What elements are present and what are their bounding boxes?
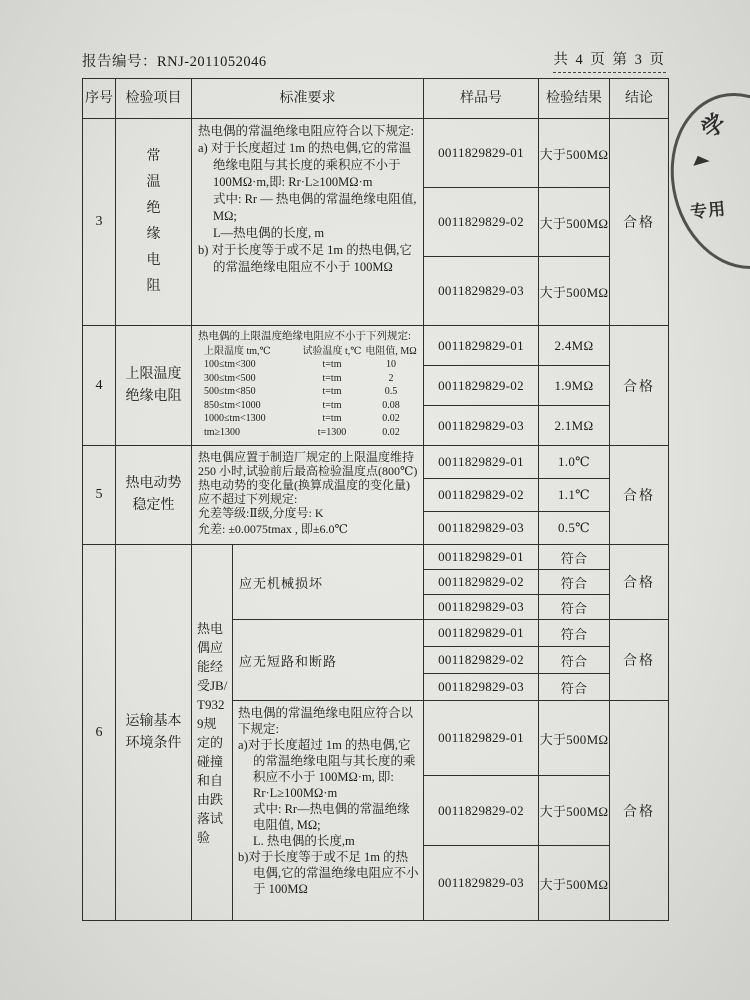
sample-id: 0011829829-01 [424, 545, 539, 570]
standard-requirement-cell [192, 119, 424, 326]
page-count-info: 共 4 页 第 3 页 [553, 48, 666, 73]
mini-table-intro: 热电偶的上限温度绝缘电阻应不小于下列规定: [198, 331, 411, 342]
test-result: 大于500MΩ [539, 846, 610, 921]
standard-line: b) 对于长度等于或不足 1m 的热电偶,它的常温绝缘电阻应不小于 100MΩ [198, 243, 412, 274]
test-result: 1.0℃ [539, 446, 610, 479]
sample-id: 0011829829-02 [424, 776, 539, 846]
mini-cell: 10 [386, 359, 396, 370]
mini-cell: t=tm [322, 413, 342, 424]
col-header-item: 检验项目 [116, 79, 192, 119]
sub-requirement-cell: 应无短路和断路 [233, 620, 424, 701]
test-result: 大于500MΩ [539, 776, 610, 846]
sample-id: 0011829829-02 [424, 647, 539, 674]
table-row [83, 326, 669, 366]
mini-table-row [198, 372, 418, 386]
stamp-text-top: 学 [696, 109, 731, 144]
sample-id: 0011829829-01 [424, 119, 539, 188]
stamp-text-bottom: 专用 [689, 199, 728, 222]
standard-line: 热电偶的常温绝缘电阻应符合以下规定: [238, 706, 414, 736]
item-name-cell: 热电动势稳定性 [116, 446, 192, 545]
mini-cell: 850≤tm<1000 [204, 399, 261, 411]
mini-table-row [198, 426, 418, 440]
mini-cell: 0.02 [382, 413, 400, 424]
mini-cell: 1000≤tm<1300 [204, 413, 266, 424]
mini-table-row [198, 385, 418, 399]
sample-id: 0011829829-03 [424, 846, 539, 921]
mini-cell: 500≤tm<850 [204, 386, 256, 397]
mini-cell: t=tm [322, 399, 342, 411]
sample-id: 0011829829-03 [424, 595, 539, 620]
standard-line: a) 对于长度超过 1m 的热电偶,它的常温绝缘电阻与其长度的乘积应不小于 100MΩ·m,即: Rr·L≥100MΩ·m [198, 141, 412, 189]
mini-cell: t=1300 [317, 426, 347, 438]
table-row [83, 446, 669, 479]
test-result: 大于500MΩ [539, 701, 610, 776]
sample-id: 0011829829-02 [424, 479, 539, 512]
conclusion: 合格 [610, 326, 669, 446]
test-result: 0.5℃ [539, 512, 610, 545]
mini-cell: 2 [388, 372, 394, 384]
conclusion: 合格 [610, 446, 669, 545]
item-name-cell: 运输基本环境条件 [116, 545, 192, 921]
sample-id: 0011829829-03 [424, 257, 539, 326]
standard-line: 热电偶应置于制造厂规定的上限温度维持 250 小时,试验前后最高检验温度点(800℃)热电动势的变化量(换算成温度的变化量)应不超过下列规定: [198, 450, 418, 506]
test-result: 符合 [539, 570, 610, 595]
conclusion: 合格 [610, 701, 669, 921]
mini-cell: t=tm [322, 386, 342, 397]
mini-cell: 0.5 [384, 386, 398, 397]
test-result: 符合 [539, 674, 610, 701]
mini-cell: t=tm [322, 372, 342, 384]
test-result: 大于500MΩ [539, 188, 610, 257]
col-header-conclusion: 结论 [610, 79, 669, 119]
test-result: 2.1MΩ [539, 406, 610, 446]
mini-table-row [198, 412, 418, 426]
mini-cell: 100≤tm<300 [204, 359, 256, 370]
sample-id: 0011829829-02 [424, 570, 539, 595]
mini-cell: tm≥1300 [204, 426, 241, 438]
standard-line: 热电偶的常温绝缘电阻应符合以下规定: [198, 124, 414, 138]
conclusion: 合格 [610, 620, 669, 701]
col-header-standard: 标准要求 [192, 79, 424, 119]
table-row [83, 119, 669, 188]
col-header-no: 序号 [83, 79, 116, 119]
sample-id: 0011829829-03 [424, 674, 539, 701]
sample-id: 0011829829-02 [424, 366, 539, 406]
table-header-row [83, 79, 669, 119]
col-header-result: 检验结果 [539, 79, 610, 119]
test-result: 大于500MΩ [539, 119, 610, 188]
mini-col-header: 电阻值, MΩ [365, 345, 417, 357]
mini-cell: t=tm [322, 359, 342, 370]
test-condition-cell: 热电偶应能经受JB/T9329规定的碰撞和自由跌落试验 [192, 545, 233, 921]
standard-line: 式中: Rr—热电偶的常温绝缘电阻值, MΩ; [253, 802, 410, 832]
col-header-sample: 样品号 [424, 79, 539, 119]
mini-table-header [198, 345, 418, 359]
standard-line: 式中: Rr — 热电偶的常温绝缘电阻值, MΩ; [213, 192, 417, 223]
report-number-value: RNJ-2011052046 [157, 54, 267, 70]
item-name-vertical: 常温绝缘电阻 [146, 149, 161, 294]
mini-cell: 300≤tm<500 [204, 372, 256, 384]
inspection-table [82, 78, 669, 921]
test-result: 1.9MΩ [539, 366, 610, 406]
sample-id: 0011829829-01 [424, 446, 539, 479]
standard-line: L. 热电偶的长度,m [253, 834, 355, 848]
row-no: 4 [83, 326, 116, 446]
item-name-cell: 上限温度绝缘电阻 [116, 326, 192, 446]
mini-cell: 0.02 [382, 426, 400, 438]
test-result: 符合 [539, 620, 610, 647]
row-no: 3 [83, 119, 116, 326]
row-no: 5 [83, 446, 116, 545]
sample-id: 0011829829-01 [424, 326, 539, 366]
conclusion: 合格 [610, 119, 669, 326]
mini-table-row [198, 358, 418, 372]
mini-table-row [198, 399, 418, 413]
standard-line: L—热电偶的长度, m [213, 226, 325, 240]
row-no: 6 [83, 545, 116, 921]
standard-line: 允差: ±0.0075tmax , 即±6.0℃ [198, 522, 348, 536]
sample-id: 0011829829-02 [424, 188, 539, 257]
test-result: 符合 [539, 647, 610, 674]
mini-col-header: 试验温度 t,℃ [302, 345, 362, 357]
report-number-line [82, 50, 267, 71]
sample-id: 0011829829-03 [424, 406, 539, 446]
standard-requirement-cell [192, 326, 424, 446]
test-result: 2.4MΩ [539, 326, 610, 366]
test-result: 符合 [539, 595, 610, 620]
test-result: 符合 [539, 545, 610, 570]
sample-id: 0011829829-01 [424, 701, 539, 776]
sample-id: 0011829829-03 [424, 512, 539, 545]
item-name-cell [116, 119, 192, 326]
sub-requirement-cell: 应无机械损坏 [233, 545, 424, 620]
standard-line: b)对于长度等于或不足 1m 的热电偶,它的常温绝缘电阻应不小于 100MΩ [238, 850, 419, 896]
standard-line: a)对于长度超过 1m 的热电偶,它的常温绝缘电阻与其长度的乘积应不小于 100MΩ·m, 即: Rr·L≥100MΩ·m [238, 738, 416, 800]
standard-line: 允差等级:Ⅱ级,分度号: K [198, 506, 324, 520]
standard-requirement-cell [192, 446, 424, 545]
sample-id: 0011829829-01 [424, 620, 539, 647]
test-result: 1.1℃ [539, 479, 610, 512]
test-result: 大于500MΩ [539, 257, 610, 326]
sub-requirement-cell [233, 701, 424, 921]
conclusion: 合格 [610, 545, 669, 620]
mini-col-header: 上限温度 tm,℃ [204, 345, 271, 357]
report-number-label: 报告编号： [82, 54, 157, 70]
table-row [83, 545, 669, 570]
mini-cell: 0.08 [382, 399, 400, 411]
